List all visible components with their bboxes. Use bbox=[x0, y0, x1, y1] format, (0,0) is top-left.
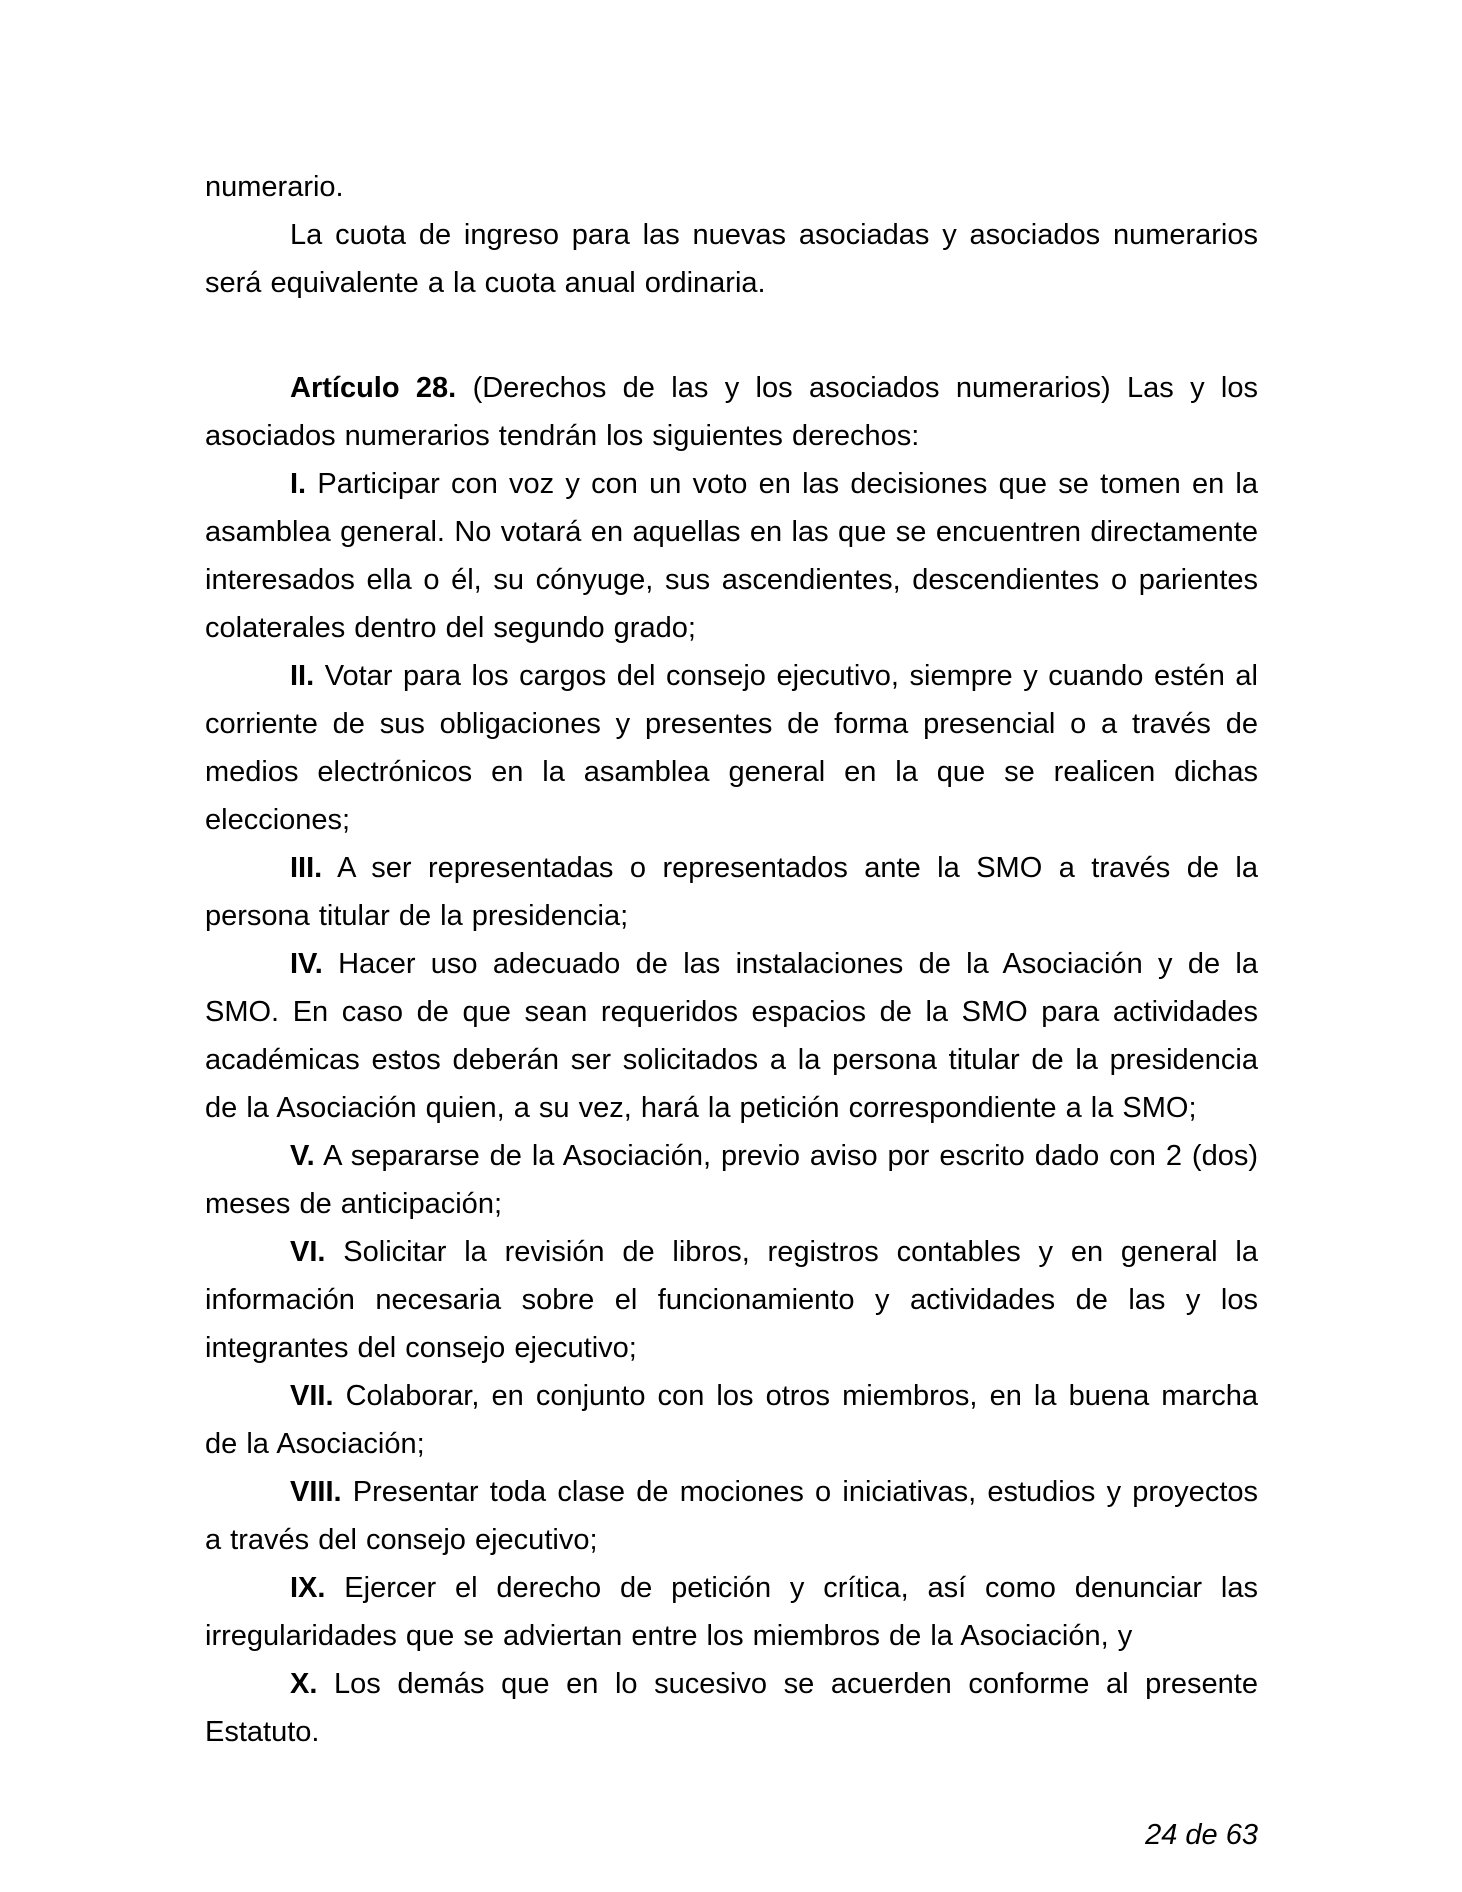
roman-numeral-I: I. bbox=[290, 468, 307, 500]
list-item-IX bbox=[205, 1564, 1258, 1660]
list-item-VIII bbox=[205, 1468, 1258, 1564]
paragraph-text: numerario. bbox=[205, 171, 344, 203]
roman-numeral-X: X. bbox=[290, 1668, 318, 1700]
list-item-text: Colaborar, en conjunto con los otros miembros, en la buena marcha de la Asociación; bbox=[205, 1380, 1258, 1460]
list-item-V bbox=[205, 1132, 1258, 1228]
articulo-28-label: Artículo 28. bbox=[290, 372, 457, 404]
roman-numeral-IX: IX. bbox=[290, 1572, 326, 1604]
list-item-text: A separarse de la Asociación, previo aviso por escrito dado con 2 (dos) meses de anticipación; bbox=[205, 1140, 1258, 1220]
paragraph-text: (Derechos de las y los asociados numerarios) Las y los asociados numerarios tendrán los siguientes derechos: bbox=[205, 372, 1258, 452]
list-item-III bbox=[205, 844, 1258, 940]
roman-numeral-IV: IV. bbox=[290, 948, 323, 980]
roman-numeral-VIII: VIII. bbox=[290, 1476, 342, 1508]
roman-numeral-VII: VII. bbox=[290, 1380, 334, 1412]
page-number: 24 de 63 bbox=[1145, 1819, 1258, 1851]
list-item-text: Votar para los cargos del consejo ejecutivo, siempre y cuando estén al corriente de sus obligaciones y presentes de forma presencial o a través de medios electrónicos en la asamblea general en la que se realicen dichas elecciones; bbox=[205, 660, 1258, 836]
list-item-text: Participar con voz y con un voto en las decisiones que se tomen en la asamblea general. No votará en aquellas en las que se encuentren directamente interesados ella o él, su cónyuge, sus ascendientes, descendientes o parientes colaterales dentro del segundo grado; bbox=[205, 468, 1258, 644]
list-item-text: Los demás que en lo sucesivo se acuerden conforme al presente Estatuto. bbox=[205, 1668, 1258, 1748]
list-item-X bbox=[205, 1660, 1258, 1756]
list-item-text: A ser representadas o representados ante la SMO a través de la persona titular de la presidencia; bbox=[205, 852, 1258, 932]
roman-numeral-VI: VI. bbox=[290, 1236, 326, 1268]
roman-numeral-V: V. bbox=[290, 1140, 315, 1172]
paragraph-articulo-28 bbox=[205, 364, 1258, 460]
list-item-text: Ejercer el derecho de petición y crítica, así como denunciar las irregularidades que se adviertan entre los miembros de la Asociación, y bbox=[205, 1572, 1258, 1652]
list-item-text: Solicitar la revisión de libros, registros contables y en general la información necesaria sobre el funcionamiento y actividades de las y los integrantes del consejo ejecutivo; bbox=[205, 1236, 1258, 1364]
paragraph-cuota-ingreso bbox=[205, 211, 1258, 307]
list-item-IV bbox=[205, 940, 1258, 1132]
list-item-text: Hacer uso adecuado de las instalaciones de la Asociación y de la SMO. En caso de que sean requeridos espacios de la SMO para actividades académicas estos deberán ser solicitados a la persona titular de la presidencia de la Asociación quien, a su vez, hará la petición correspondiente a la SMO; bbox=[205, 948, 1258, 1124]
list-item-II bbox=[205, 652, 1258, 844]
list-item-VI bbox=[205, 1228, 1258, 1372]
list-item-I bbox=[205, 460, 1258, 652]
roman-numeral-III: III. bbox=[290, 852, 323, 884]
paragraph-numerario bbox=[205, 163, 1258, 211]
list-item-text: Presentar toda clase de mociones o iniciativas, estudios y proyectos a través del consejo ejecutivo; bbox=[205, 1476, 1258, 1556]
list-item-VII bbox=[205, 1372, 1258, 1468]
roman-numeral-II: II. bbox=[290, 660, 315, 692]
paragraph-text: La cuota de ingreso para las nuevas asociadas y asociados numerarios será equivalente a la cuota anual ordinaria. bbox=[205, 219, 1258, 299]
